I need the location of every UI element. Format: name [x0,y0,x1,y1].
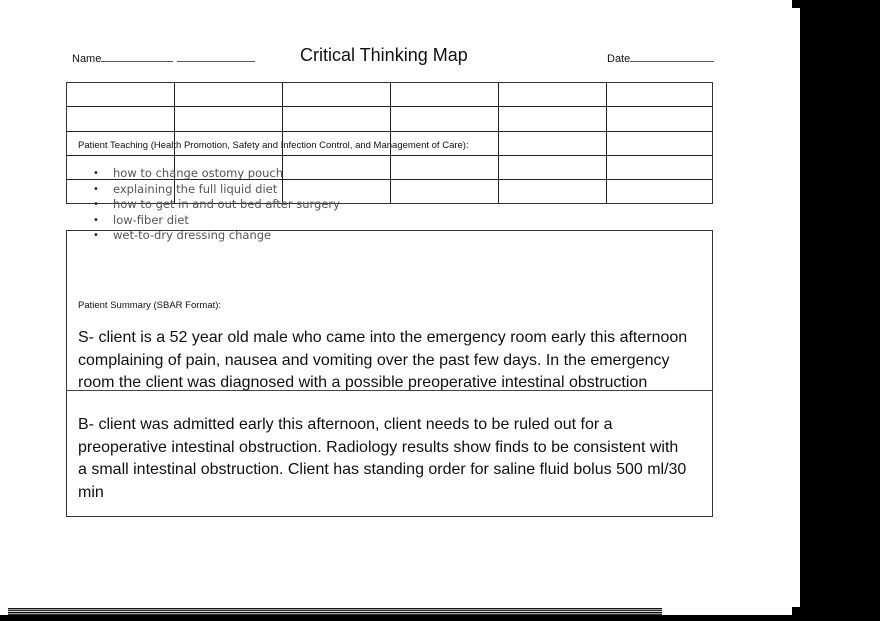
sbar-background-text: B- client was admitted early this afternoon, client needs to be ruled out for a preoperative intestinal obstruction. Radiology results show finds to be consistent with a small intestinal obstruction. Client has standing order for saline fluid bolus 500 ml/30 min [78,416,687,501]
date-label: Date [607,53,631,65]
bullet-icon: • [93,214,99,226]
grid-column-divider [498,83,499,203]
grid-row-divider [67,106,712,107]
list-item: • explaining the full liquid diet [93,181,278,196]
sbar-situation-text: S- client is a 52 year old male who came into the emergency room early this afternoon complaining of pain, nausea and vomiting over the past few days. In the emergency room the client was diagnosed with a possible preoperative intestinal obstruction [78,329,688,391]
name-blank-line-2 [177,52,255,62]
patient-teaching-label: Patient Teaching (Health Promotion, Safety and Infection Control, and Management of Care): [78,140,469,151]
page-title: Critical Thinking Map [300,45,468,65]
bullet-icon: • [93,183,99,195]
grid-row-divider [67,131,712,132]
list-item: • how to get in and out bed after surgery [93,197,340,211]
bullet-icon: • [93,168,99,179]
patient-summary-label: Patient Summary (SBAR Format): [78,300,222,311]
date-field[interactable] [607,52,714,65]
date-blank-line [630,52,714,62]
page-edge-shadow [792,607,800,615]
list-item: • wet-to-dry dressing change [93,228,272,242]
name-label: Name [72,53,102,65]
bullet-icon: • [93,199,99,210]
name-blank-line [101,52,173,62]
name-field[interactable] [72,52,255,65]
horizontal-scrollbar[interactable] [8,608,662,615]
page-edge-shadow [792,0,800,8]
list-item: • low-fiber diet [93,212,189,227]
grid-column-divider [606,83,607,203]
bullet-icon: • [93,230,99,241]
grid-row-divider [67,155,712,156]
list-item: • how to change ostomy pouch [93,166,284,180]
